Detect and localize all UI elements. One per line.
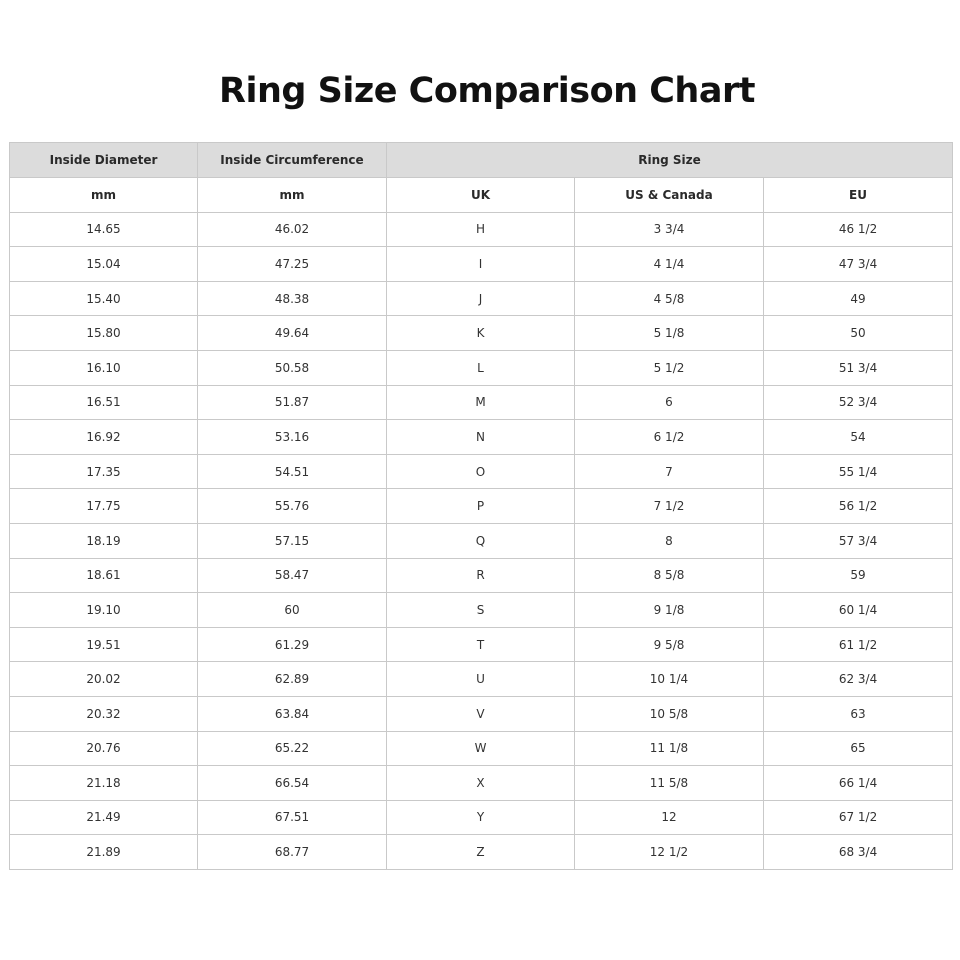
cell-inside-circumference: 68.77 xyxy=(198,835,387,870)
cell-uk-size: Y xyxy=(387,800,575,835)
cell-inside-diameter: 17.75 xyxy=(10,489,198,524)
cell-inside-diameter: 20.02 xyxy=(10,662,198,697)
cell-inside-diameter: 20.76 xyxy=(10,731,198,766)
cell-uk-size: J xyxy=(387,281,575,316)
cell-inside-circumference: 49.64 xyxy=(198,316,387,351)
cell-us-canada-size: 10 5/8 xyxy=(575,696,764,731)
cell-eu-size: 67 1/2 xyxy=(764,800,953,835)
cell-eu-size: 66 1/4 xyxy=(764,766,953,801)
cell-inside-circumference: 61.29 xyxy=(198,627,387,662)
cell-eu-size: 59 xyxy=(764,558,953,593)
cell-eu-size: 51 3/4 xyxy=(764,350,953,385)
header-inside-circumference: Inside Circumference xyxy=(198,143,387,178)
cell-eu-size: 65 xyxy=(764,731,953,766)
cell-inside-circumference: 50.58 xyxy=(198,350,387,385)
table-row xyxy=(10,662,953,697)
cell-eu-size: 50 xyxy=(764,316,953,351)
cell-us-canada-size: 10 1/4 xyxy=(575,662,764,697)
table-row xyxy=(10,281,953,316)
cell-us-canada-size: 8 5/8 xyxy=(575,558,764,593)
cell-uk-size: K xyxy=(387,316,575,351)
header-eu: EU xyxy=(764,178,953,213)
cell-uk-size: S xyxy=(387,593,575,628)
cell-eu-size: 54 xyxy=(764,420,953,455)
cell-us-canada-size: 6 1/2 xyxy=(575,420,764,455)
cell-us-canada-size: 9 1/8 xyxy=(575,593,764,628)
cell-eu-size: 47 3/4 xyxy=(764,247,953,282)
table-row xyxy=(10,731,953,766)
table-row xyxy=(10,766,953,801)
cell-eu-size: 62 3/4 xyxy=(764,662,953,697)
cell-uk-size: Z xyxy=(387,835,575,870)
cell-inside-circumference: 48.38 xyxy=(198,281,387,316)
cell-inside-diameter: 19.10 xyxy=(10,593,198,628)
cell-uk-size: V xyxy=(387,696,575,731)
cell-us-canada-size: 3 3/4 xyxy=(575,212,764,247)
table-row xyxy=(10,350,953,385)
cell-inside-circumference: 60 xyxy=(198,593,387,628)
cell-inside-circumference: 58.47 xyxy=(198,558,387,593)
cell-inside-diameter: 21.49 xyxy=(10,800,198,835)
table-group-header-row xyxy=(10,143,953,178)
cell-inside-diameter: 18.61 xyxy=(10,558,198,593)
cell-eu-size: 52 3/4 xyxy=(764,385,953,420)
cell-inside-diameter: 17.35 xyxy=(10,454,198,489)
cell-inside-circumference: 67.51 xyxy=(198,800,387,835)
cell-eu-size: 46 1/2 xyxy=(764,212,953,247)
cell-eu-size: 60 1/4 xyxy=(764,593,953,628)
cell-inside-circumference: 63.84 xyxy=(198,696,387,731)
cell-inside-circumference: 51.87 xyxy=(198,385,387,420)
table-row xyxy=(10,316,953,351)
cell-inside-diameter: 16.10 xyxy=(10,350,198,385)
cell-inside-circumference: 66.54 xyxy=(198,766,387,801)
cell-inside-circumference: 54.51 xyxy=(198,454,387,489)
table-row xyxy=(10,385,953,420)
cell-inside-circumference: 55.76 xyxy=(198,489,387,524)
table-row xyxy=(10,212,953,247)
cell-inside-diameter: 14.65 xyxy=(10,212,198,247)
cell-eu-size: 68 3/4 xyxy=(764,835,953,870)
table-row xyxy=(10,696,953,731)
header-ring-size: Ring Size xyxy=(387,143,953,178)
cell-inside-diameter: 15.80 xyxy=(10,316,198,351)
cell-eu-size: 49 xyxy=(764,281,953,316)
cell-uk-size: L xyxy=(387,350,575,385)
cell-eu-size: 55 1/4 xyxy=(764,454,953,489)
cell-inside-diameter: 15.04 xyxy=(10,247,198,282)
cell-inside-diameter: 15.40 xyxy=(10,281,198,316)
table-row xyxy=(10,489,953,524)
table-row xyxy=(10,627,953,662)
cell-inside-diameter: 19.51 xyxy=(10,627,198,662)
cell-inside-circumference: 47.25 xyxy=(198,247,387,282)
table-row xyxy=(10,593,953,628)
table-body xyxy=(10,212,953,869)
cell-uk-size: R xyxy=(387,558,575,593)
cell-inside-circumference: 53.16 xyxy=(198,420,387,455)
cell-us-canada-size: 5 1/2 xyxy=(575,350,764,385)
cell-uk-size: P xyxy=(387,489,575,524)
cell-us-canada-size: 12 1/2 xyxy=(575,835,764,870)
table-row xyxy=(10,247,953,282)
cell-inside-circumference: 62.89 xyxy=(198,662,387,697)
cell-uk-size: M xyxy=(387,385,575,420)
table-unit-header-row xyxy=(10,178,953,213)
cell-inside-diameter: 20.32 xyxy=(10,696,198,731)
cell-inside-diameter: 16.51 xyxy=(10,385,198,420)
cell-inside-diameter: 18.19 xyxy=(10,523,198,558)
header-circumference-unit: mm xyxy=(198,178,387,213)
cell-inside-diameter: 21.89 xyxy=(10,835,198,870)
cell-us-canada-size: 11 1/8 xyxy=(575,731,764,766)
cell-us-canada-size: 9 5/8 xyxy=(575,627,764,662)
cell-uk-size: U xyxy=(387,662,575,697)
table-row xyxy=(10,835,953,870)
cell-uk-size: N xyxy=(387,420,575,455)
header-uk: UK xyxy=(387,178,575,213)
cell-uk-size: X xyxy=(387,766,575,801)
ring-size-table xyxy=(9,142,953,870)
cell-inside-diameter: 21.18 xyxy=(10,766,198,801)
cell-inside-circumference: 46.02 xyxy=(198,212,387,247)
cell-us-canada-size: 8 xyxy=(575,523,764,558)
cell-us-canada-size: 7 xyxy=(575,454,764,489)
cell-uk-size: I xyxy=(387,247,575,282)
table-row xyxy=(10,454,953,489)
page-title: Ring Size Comparison Chart xyxy=(219,71,755,112)
header-us-canada: US & Canada xyxy=(575,178,764,213)
cell-us-canada-size: 4 1/4 xyxy=(575,247,764,282)
cell-uk-size: O xyxy=(387,454,575,489)
cell-us-canada-size: 4 5/8 xyxy=(575,281,764,316)
cell-inside-circumference: 57.15 xyxy=(198,523,387,558)
cell-uk-size: H xyxy=(387,212,575,247)
cell-eu-size: 57 3/4 xyxy=(764,523,953,558)
cell-us-canada-size: 12 xyxy=(575,800,764,835)
cell-eu-size: 61 1/2 xyxy=(764,627,953,662)
cell-inside-diameter: 16.92 xyxy=(10,420,198,455)
cell-us-canada-size: 11 5/8 xyxy=(575,766,764,801)
table-row xyxy=(10,800,953,835)
cell-us-canada-size: 7 1/2 xyxy=(575,489,764,524)
table-row xyxy=(10,523,953,558)
table-row xyxy=(10,558,953,593)
cell-uk-size: W xyxy=(387,731,575,766)
header-diameter-unit: mm xyxy=(10,178,198,213)
header-inside-diameter: Inside Diameter xyxy=(10,143,198,178)
cell-uk-size: Q xyxy=(387,523,575,558)
cell-uk-size: T xyxy=(387,627,575,662)
cell-inside-circumference: 65.22 xyxy=(198,731,387,766)
cell-us-canada-size: 5 1/8 xyxy=(575,316,764,351)
cell-us-canada-size: 6 xyxy=(575,385,764,420)
table-row xyxy=(10,420,953,455)
cell-eu-size: 63 xyxy=(764,696,953,731)
cell-eu-size: 56 1/2 xyxy=(764,489,953,524)
